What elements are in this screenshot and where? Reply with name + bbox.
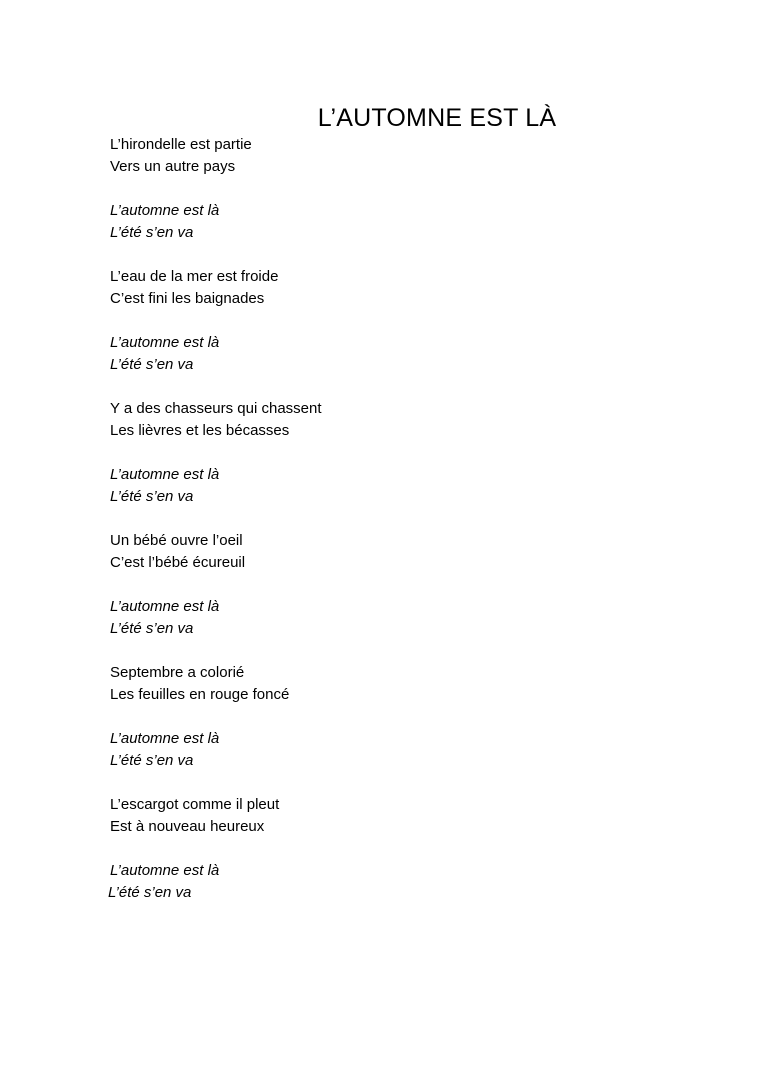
verse-line: Septembre a colorié xyxy=(110,664,245,681)
refrain-line: L’été s’en va xyxy=(110,224,194,241)
stanza-gap xyxy=(110,376,670,398)
refrain-line: L’été s’en va xyxy=(110,752,194,769)
verse-line: Y a des chasseurs qui chassent xyxy=(110,400,322,417)
refrain-line: L’été s’en va xyxy=(110,620,194,637)
stanza-3 xyxy=(110,398,670,442)
refrain-line: L’automne est là xyxy=(110,598,220,615)
stanza-gap xyxy=(110,706,670,728)
stanza-1 xyxy=(110,134,670,178)
refrain-3 xyxy=(110,464,670,508)
verse-line: L’eau de la mer est froide xyxy=(110,268,279,285)
refrain-line: L’été s’en va xyxy=(110,488,194,505)
refrain-line: L’automne est là xyxy=(110,334,220,351)
refrain-4 xyxy=(110,596,670,640)
verse-line: Les lièvres et les bécasses xyxy=(110,422,290,439)
refrain-1 xyxy=(110,200,670,244)
stanza-gap xyxy=(110,838,670,860)
refrain-6 xyxy=(110,860,670,904)
poem-title: L’AUTOMNE EST LÀ xyxy=(317,104,557,132)
stanza-gap xyxy=(110,508,670,530)
stanza-5 xyxy=(110,662,670,706)
stanza-6 xyxy=(110,794,670,838)
verse-line: C’est l’bébé écureuil xyxy=(110,554,246,571)
stanza-gap xyxy=(110,310,670,332)
refrain-2 xyxy=(110,332,670,376)
stanza-2 xyxy=(110,266,670,310)
stanza-gap xyxy=(110,442,670,464)
verse-line: L’escargot comme il pleut xyxy=(110,796,280,813)
verse-line: Est à nouveau heureux xyxy=(110,818,265,835)
stanza-4 xyxy=(110,530,670,574)
stanza-gap xyxy=(110,772,670,794)
stanza-gap xyxy=(110,244,670,266)
refrain-line: L’été s’en va xyxy=(110,356,194,373)
stanza-gap xyxy=(110,178,670,200)
verse-line: Vers un autre pays xyxy=(110,158,236,175)
verse-line: L’hirondelle est partie xyxy=(110,136,252,153)
refrain-line: L’automne est là xyxy=(110,730,220,747)
refrain-5 xyxy=(110,728,670,772)
stanza-gap xyxy=(110,574,670,596)
poem-body xyxy=(110,134,670,904)
stanza-gap xyxy=(110,640,670,662)
refrain-line: L’automne est là xyxy=(110,862,220,879)
verse-line: C’est fini les baignades xyxy=(110,290,265,307)
refrain-line: L’automne est là xyxy=(110,202,220,219)
verse-line: Un bébé ouvre l’oeil xyxy=(110,532,243,549)
refrain-line: L’été s’en va xyxy=(108,884,192,901)
verse-line: Les feuilles en rouge foncé xyxy=(110,686,290,703)
refrain-line: L’automne est là xyxy=(110,466,220,483)
